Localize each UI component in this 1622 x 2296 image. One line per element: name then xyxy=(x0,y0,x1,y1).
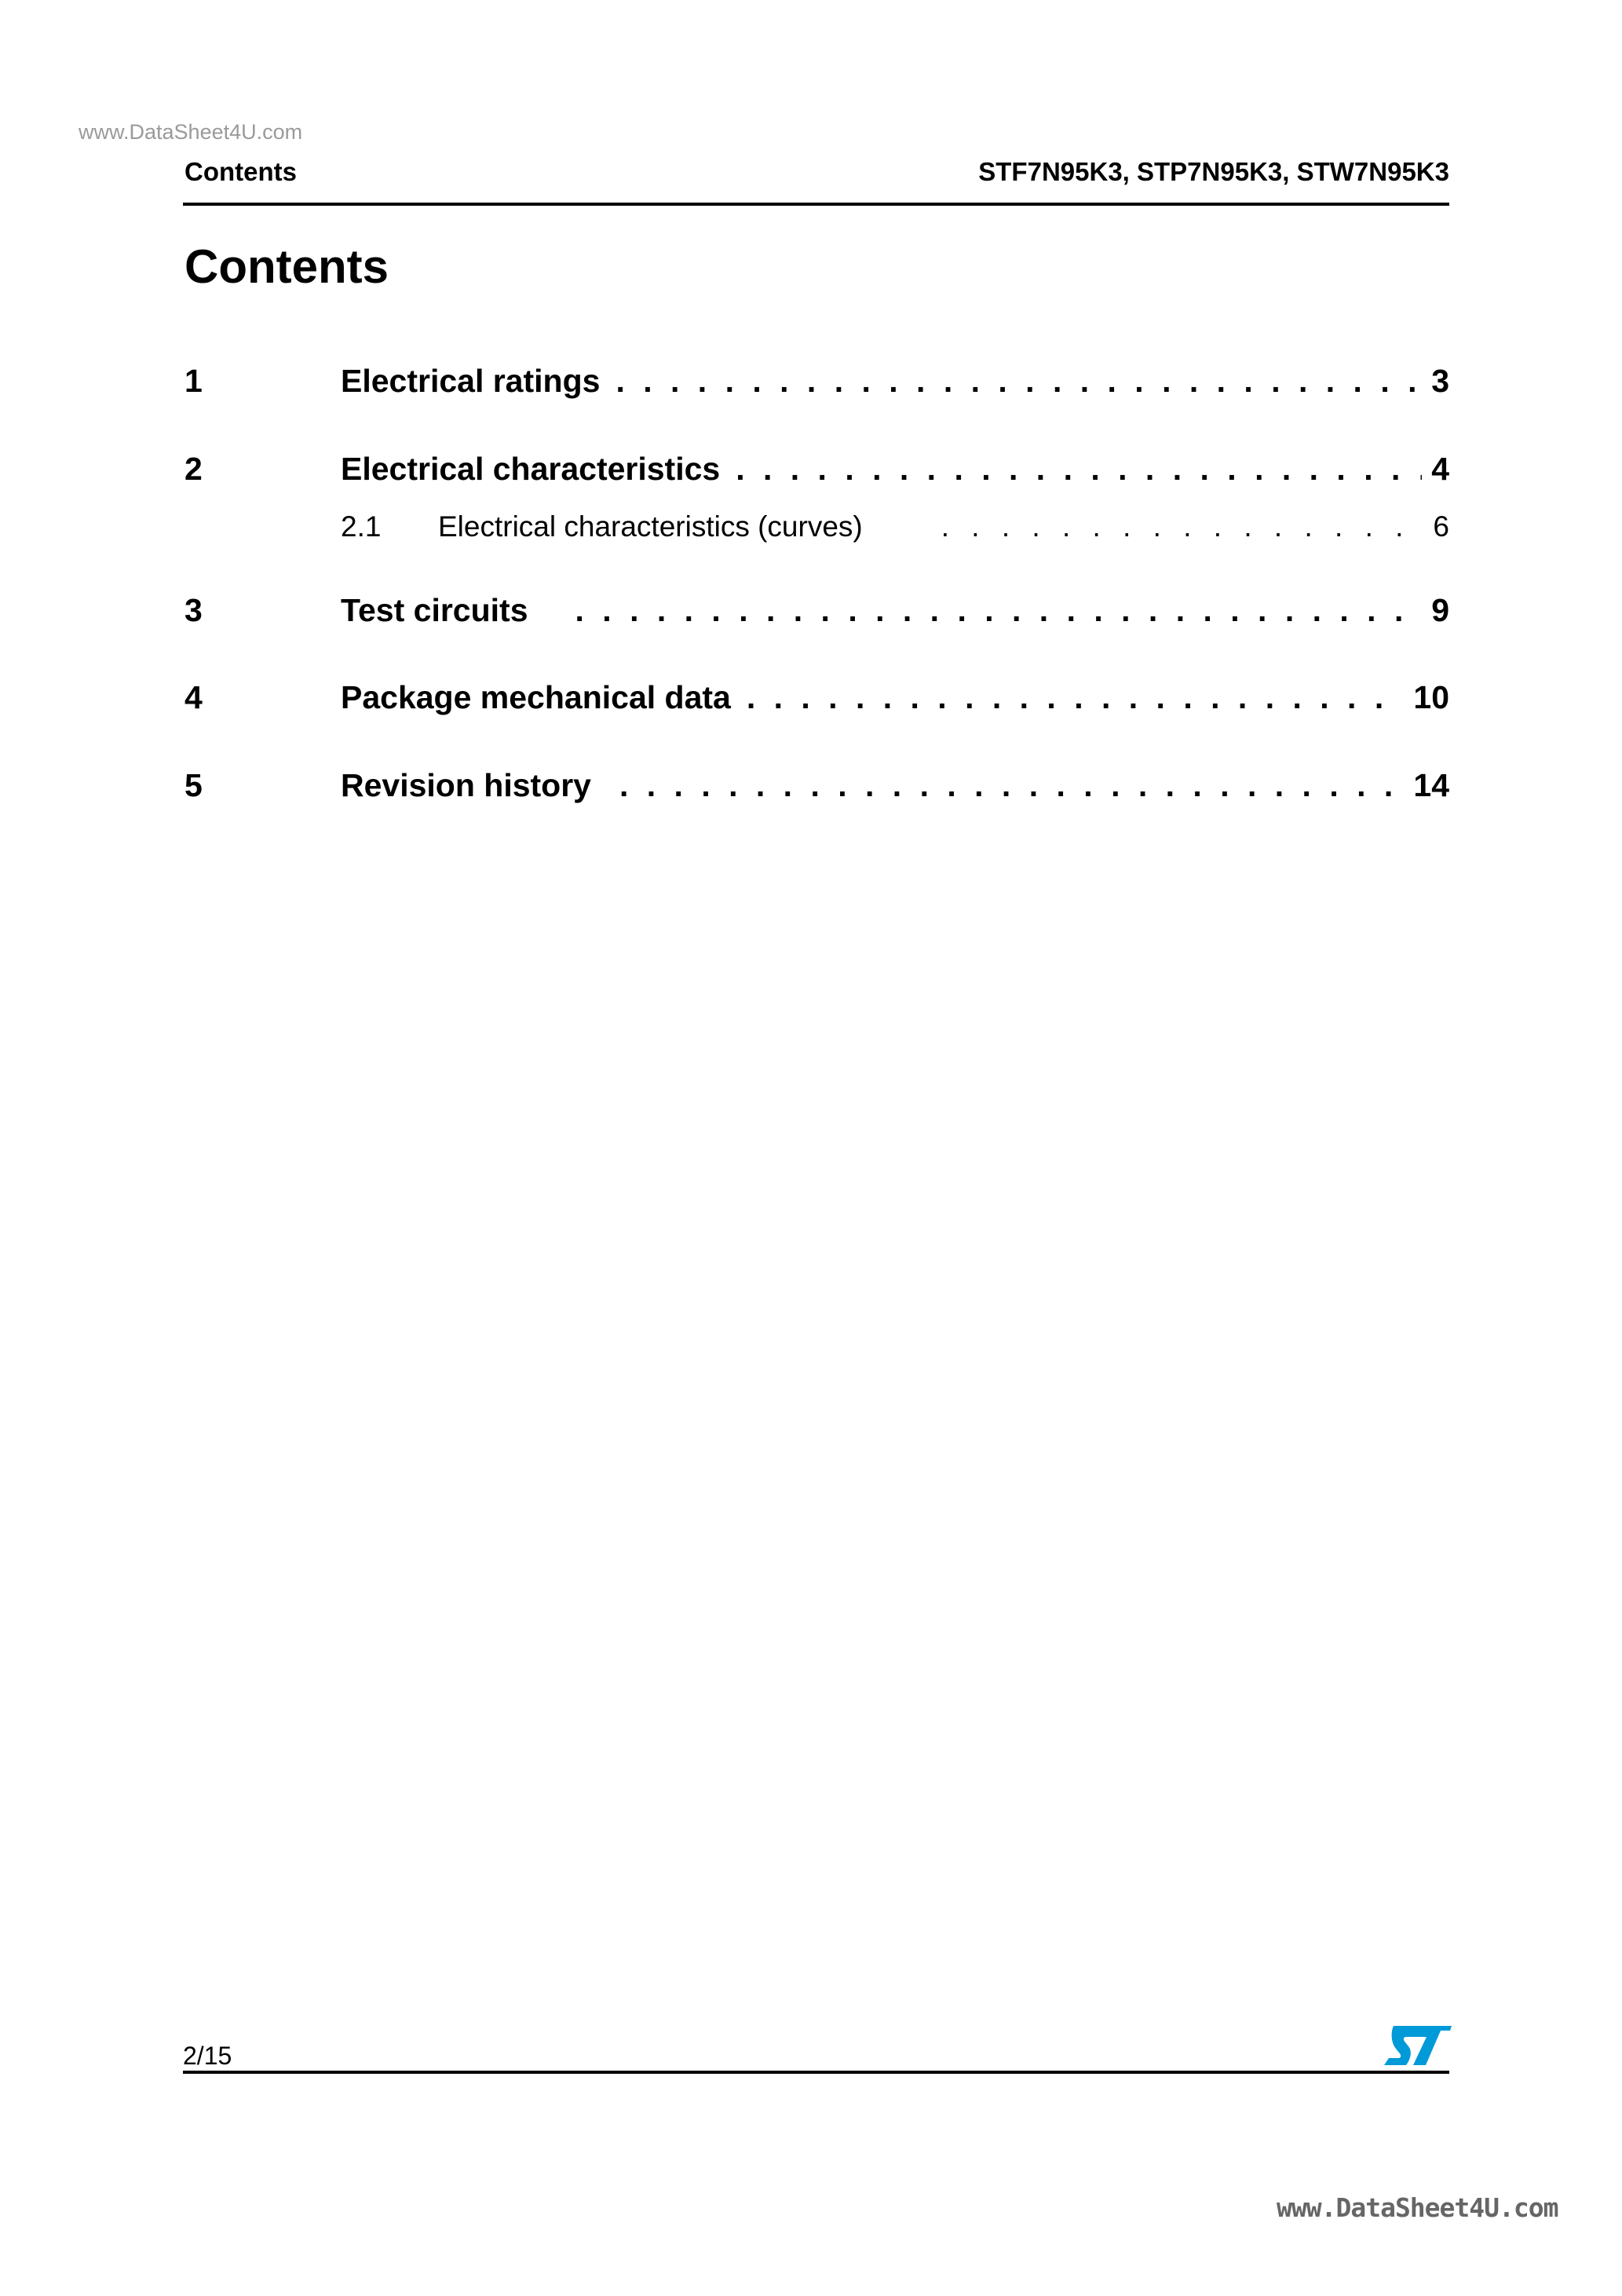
header-part-numbers: STF7N95K3, STP7N95K3, STW7N95K3 xyxy=(978,157,1449,186)
toc-entry[interactable] xyxy=(184,592,1449,629)
toc-label[interactable]: Electrical ratings xyxy=(341,363,601,399)
toc-label[interactable]: Package mechanical data xyxy=(341,679,731,715)
watermark-bottom: www.DataSheet4U.com xyxy=(1277,2192,1558,2223)
st-logo-icon xyxy=(1384,2026,1452,2068)
page-title: Contents xyxy=(184,240,389,293)
toc-entry[interactable] xyxy=(184,363,1449,400)
toc-number: 1 xyxy=(184,363,203,399)
toc-entry[interactable] xyxy=(184,679,1449,716)
toc-page[interactable]: 14 xyxy=(1413,767,1449,803)
watermark-top: www.DataSheet4U.com xyxy=(79,120,303,144)
toc-leader xyxy=(736,451,1422,488)
toc-page[interactable]: 4 xyxy=(1431,451,1449,487)
toc-leader xyxy=(747,679,1405,716)
toc-leader xyxy=(575,592,1423,629)
header-section: Contents xyxy=(184,157,297,186)
toc-subentry[interactable] xyxy=(184,510,1449,543)
toc-leader xyxy=(619,767,1404,804)
toc-entry[interactable] xyxy=(184,767,1449,804)
toc-label[interactable]: Test circuits xyxy=(341,592,528,628)
toc-leader xyxy=(879,510,1424,543)
footer-rule xyxy=(183,2071,1449,2074)
toc-number: 2.1 xyxy=(341,510,382,543)
page-number: 2/15 xyxy=(183,2042,232,2070)
toc-page[interactable]: 3 xyxy=(1431,363,1449,399)
header-rule xyxy=(183,203,1449,206)
toc-label[interactable]: Revision history xyxy=(341,767,591,803)
toc-number: 5 xyxy=(184,767,203,803)
toc-leader xyxy=(616,363,1422,400)
toc-page[interactable]: 10 xyxy=(1413,679,1449,715)
toc-label[interactable]: Electrical characteristics xyxy=(341,451,721,487)
toc-label[interactable]: Electrical characteristics (curves) xyxy=(438,510,863,543)
toc-number: 2 xyxy=(184,451,203,487)
toc-page[interactable]: 6 xyxy=(1433,510,1449,543)
toc-number: 3 xyxy=(184,592,203,628)
toc-number: 4 xyxy=(184,679,203,715)
toc-entry[interactable] xyxy=(184,451,1449,488)
toc-page[interactable]: 9 xyxy=(1431,592,1449,628)
